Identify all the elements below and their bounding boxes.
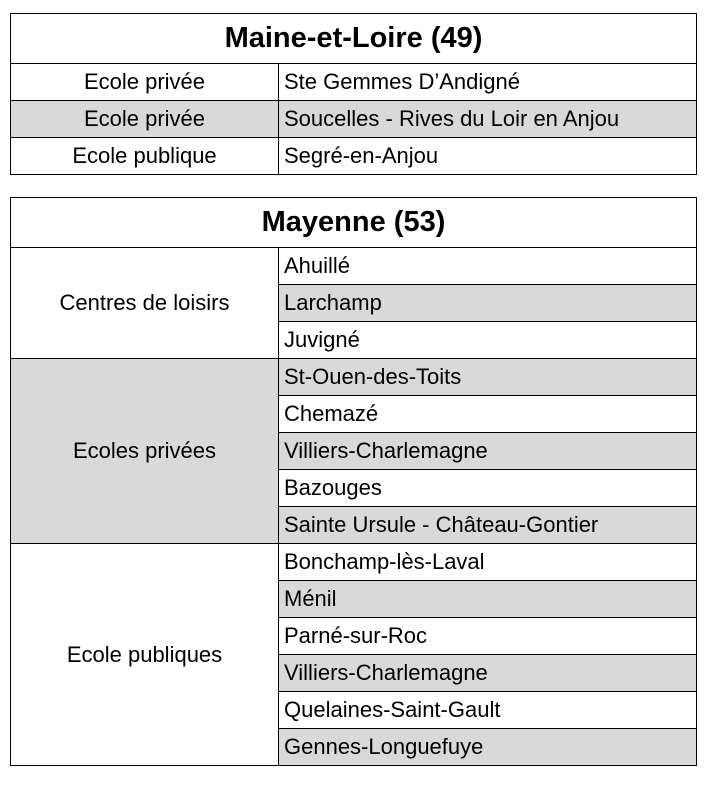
place-cell: Segré-en-Anjou [279,138,697,175]
place-cell: Bonchamp-lès-Laval [279,544,697,581]
table-row [11,64,697,101]
place-cell: St-Ouen-des-Toits [279,359,697,396]
place-cell: Larchamp [279,285,697,322]
category-cell: Ecole publique [11,138,279,175]
mayenne-title: Mayenne (53) [11,198,697,248]
place-cell: Parné-sur-Roc [279,618,697,655]
category-cell-ecoles-privees: Ecoles privées [11,359,279,544]
table-title-row [11,198,697,248]
table-row [11,544,697,581]
table-row [11,138,697,175]
category-cell-ecole-publiques: Ecole publiques [11,544,279,766]
category-cell-centres-de-loisirs: Centres de loisirs [11,248,279,359]
table-row [11,359,697,396]
table-title-row [11,14,697,64]
place-cell: Gennes-Longuefuye [279,729,697,766]
place-cell: Villiers-Charlemagne [279,655,697,692]
place-cell: Ménil [279,581,697,618]
maine-et-loire-table [10,13,697,175]
place-cell: Quelaines-Saint-Gault [279,692,697,729]
maine-et-loire-title: Maine-et-Loire (49) [11,14,697,64]
category-cell: Ecole privée [11,64,279,101]
place-cell: Chemazé [279,396,697,433]
place-cell: Ste Gemmes D’Andigné [279,64,697,101]
category-cell: Ecole privée [11,101,279,138]
place-cell: Ahuillé [279,248,697,285]
place-cell: Juvigné [279,322,697,359]
place-cell: Soucelles - Rives du Loir en Anjou [279,101,697,138]
place-cell: Villiers-Charlemagne [279,433,697,470]
table-row [11,101,697,138]
place-cell: Sainte Ursule - Château-Gontier [279,507,697,544]
table-row [11,248,697,285]
place-cell: Bazouges [279,470,697,507]
mayenne-table [10,197,697,766]
